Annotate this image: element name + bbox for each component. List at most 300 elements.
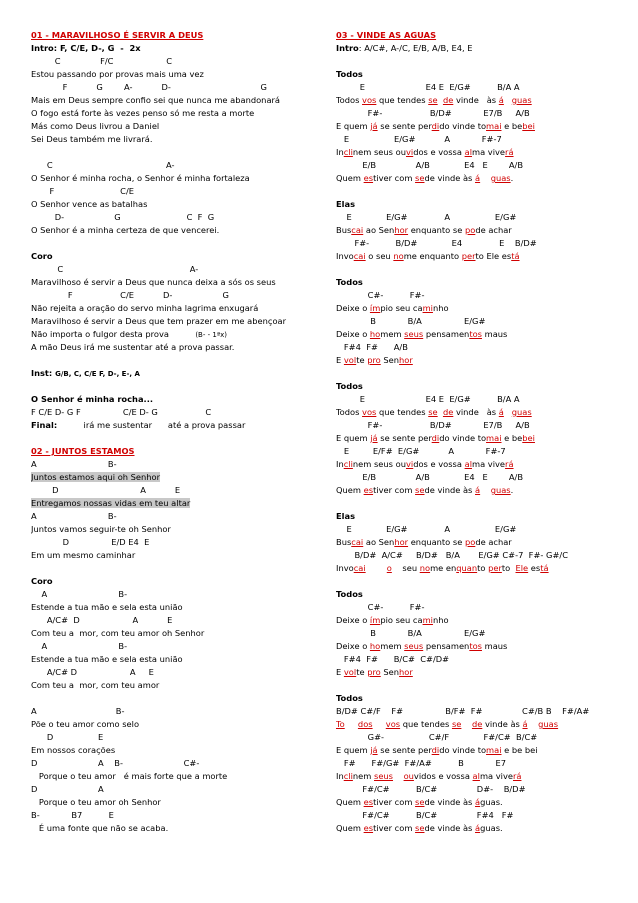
chord-line <box>336 523 628 536</box>
emphasized-syllable: po <box>464 537 476 547</box>
text-segment: . <box>510 173 514 183</box>
lyric-line <box>31 198 323 211</box>
text-segment: B- B7 E <box>31 810 114 820</box>
text-segment: Sen <box>380 667 400 677</box>
lyric-line <box>31 94 323 107</box>
emphasized-syllable: á <box>498 407 504 417</box>
blank-line <box>31 692 323 705</box>
text-segment: F C/E D- G F C/E D- G C <box>31 407 212 417</box>
blank-line <box>31 562 323 575</box>
emphasized-syllable: á <box>475 173 481 183</box>
text-segment: D- G C F G <box>31 212 215 222</box>
text-segment: Invo <box>336 251 354 261</box>
text-segment: Todos <box>336 69 363 79</box>
text-segment: tiver com <box>373 485 416 495</box>
lyric-line <box>336 484 628 497</box>
lyric-line <box>31 419 323 432</box>
emphasized-syllable: o <box>386 563 392 573</box>
emphasized-syllable: ím <box>369 615 381 625</box>
text-segment: D E/D E4 E <box>31 537 150 547</box>
text-segment: Estende a tua mão e sela esta união <box>31 654 183 664</box>
text-segment: Em um mesmo caminhar <box>31 550 136 560</box>
text-segment: guas. <box>480 823 503 833</box>
chord-line <box>336 341 628 354</box>
emphasized-syllable: mai <box>486 745 502 755</box>
emphasized-syllable: se <box>428 95 438 105</box>
text-segment: nho <box>432 303 449 313</box>
chord-line <box>31 705 323 718</box>
text-segment: pensamen <box>423 329 470 339</box>
chord-line <box>336 211 628 224</box>
text-segment: A mão Deus irá me sustentar até a prova passar. <box>31 342 235 352</box>
text-segment: Elas <box>336 199 356 209</box>
text-segment <box>504 95 512 105</box>
text-segment: de vinde às <box>424 173 476 183</box>
emphasized-syllable: se <box>451 719 462 729</box>
lyric-line <box>31 718 323 731</box>
chord-line <box>336 419 628 432</box>
chord-line <box>336 757 628 770</box>
text-segment: Porque o teu amor oh Senhor <box>31 797 161 807</box>
text-segment: E <box>336 355 344 365</box>
lyric-line <box>31 796 323 809</box>
lyric-line <box>31 302 323 315</box>
text-segment: O Senhor é a minha certeza de que vencerei. <box>31 225 220 235</box>
emphasized-syllable: hor <box>394 225 409 235</box>
lyric-line <box>31 172 323 185</box>
emphasized-syllable: cli <box>343 771 353 781</box>
emphasized-syllable: seus <box>404 641 424 651</box>
emphasized-syllable: se <box>415 173 425 183</box>
text-segment: C F/C C <box>31 56 172 66</box>
lyric-line <box>336 458 628 471</box>
text-segment: tiver com <box>373 797 416 807</box>
text-segment: pio seu ca <box>380 303 423 313</box>
emphasized-syllable: dos <box>357 719 373 729</box>
text-segment: E/B A/B E4 E A/B <box>336 472 524 482</box>
text-segment: Deixe o <box>336 641 370 651</box>
text-segment: Entregamos nossas vidas em teu altar <box>31 498 191 508</box>
text-segment: tiver com <box>373 173 416 183</box>
emphasized-syllable: vos <box>385 719 401 729</box>
lyric-line <box>31 523 323 536</box>
lyric-line <box>336 328 628 341</box>
text-segment: ao Sen <box>363 225 395 235</box>
chord-line <box>31 783 323 796</box>
emphasized-syllable: ho <box>369 641 381 651</box>
lyric-line <box>31 510 323 523</box>
lyric-line <box>336 822 628 835</box>
lyric-line <box>31 627 323 640</box>
emphasized-syllable: guas <box>511 407 532 417</box>
emphasized-syllable: rá <box>512 771 522 781</box>
lyric-line <box>336 744 628 757</box>
text-segment: Deixe o <box>336 303 370 313</box>
bold-line <box>31 367 323 380</box>
text-segment: que tendes <box>376 407 429 417</box>
emphasized-syllable: cai <box>353 563 366 573</box>
text-segment: E E4 E E/G# B/A A <box>336 82 520 92</box>
emphasized-syllable: á <box>475 823 481 833</box>
text-segment: C#- F#- <box>336 602 425 612</box>
lyric-line <box>336 796 628 809</box>
lyric-line <box>31 107 323 120</box>
text-segment: F#/C# B/C# F#4 F# <box>336 810 514 820</box>
text-segment <box>366 563 387 573</box>
emphasized-syllable: vos <box>362 95 377 105</box>
emphasized-syllable: rá <box>505 459 514 469</box>
emphasized-syllable: já <box>370 745 378 755</box>
lyric-line <box>31 458 323 471</box>
blank-line <box>336 679 628 692</box>
lyric-line <box>336 172 628 185</box>
text-segment: Bus <box>336 537 352 547</box>
text-segment: F C/E D- G <box>31 290 229 300</box>
lyric-line <box>31 328 323 341</box>
chord-line <box>336 705 628 718</box>
text-segment: 02 - JUNTOS ESTAMOS <box>31 446 135 456</box>
emphasized-syllable: bei <box>522 121 535 131</box>
bold-line <box>336 588 628 601</box>
emphasized-syllable: á <box>475 797 481 807</box>
lyric-line <box>336 432 628 445</box>
blank-line <box>31 354 323 367</box>
chord-line <box>31 640 323 653</box>
text-segment: Sen <box>380 355 400 365</box>
right-column <box>336 29 628 835</box>
text-segment: mem <box>380 329 405 339</box>
text-segment: Com teu a mor, com teu amor <box>31 680 160 690</box>
text-segment: E E4 E E/G# B/A A <box>336 394 520 404</box>
emphasized-syllable: guas <box>490 485 511 495</box>
text-segment: ma vive <box>479 771 513 781</box>
emphasized-syllable: cai <box>351 537 364 547</box>
text-segment: Deixe o <box>336 615 370 625</box>
lyric-line <box>336 770 628 783</box>
text-segment: nem <box>352 771 374 781</box>
text-segment: de vinde às <box>424 485 476 495</box>
bold-line <box>31 575 323 588</box>
chord-line <box>336 107 628 120</box>
blank-line <box>31 237 323 250</box>
bold-line <box>31 250 323 263</box>
text-segment: Não importa o fulgor desta prova <box>31 329 196 339</box>
emphasized-syllable: ím <box>369 303 381 313</box>
text-segment: pio seu ca <box>380 615 423 625</box>
text-segment: E quem <box>336 433 371 443</box>
text-segment: de achar <box>475 225 512 235</box>
emphasized-syllable: bei <box>522 433 535 443</box>
text-segment: E/B A/B E4 E A/B <box>336 160 524 170</box>
chord-line <box>336 731 628 744</box>
text-segment <box>480 173 491 183</box>
emphasized-syllable: no <box>419 563 431 573</box>
emphasized-syllable: mai <box>486 121 502 131</box>
bold-line <box>31 42 323 55</box>
text-segment: te <box>356 667 368 677</box>
lyric-line <box>31 679 323 692</box>
emphasized-syllable: á <box>475 485 481 495</box>
text-segment: Intro: F, C/E, D-, G - 2x <box>31 43 141 53</box>
lyric-line <box>336 250 628 263</box>
lyric-line <box>336 224 628 237</box>
text-segment: D A B- C#- <box>31 758 200 768</box>
emphasized-syllable: tos <box>469 641 482 651</box>
text-segment <box>528 719 539 729</box>
text-segment: F C/E <box>31 186 134 196</box>
text-segment: In <box>336 771 344 781</box>
chord-line <box>31 484 323 497</box>
text-segment: me en <box>430 563 457 573</box>
text-segment: Quem <box>336 173 364 183</box>
blank-line <box>336 575 628 588</box>
text-segment: G#- C#/F F#/C# B/C# <box>336 732 538 742</box>
text-segment: F#- B/D# E7/B A/B <box>336 420 530 430</box>
text-segment: Todos <box>336 693 363 703</box>
text-segment: tiver com <box>373 823 416 833</box>
text-segment: Maravilhoso é servir a Deus que nunca deixa a sós os seus <box>31 277 276 287</box>
text-segment: Coro <box>31 576 53 586</box>
bold-line <box>336 510 628 523</box>
text-segment: Todos <box>336 95 363 105</box>
text-segment: (B- - 1ªx) <box>195 331 227 339</box>
text-segment: A B- <box>31 459 117 469</box>
text-segment: ma vive <box>472 459 506 469</box>
emphasized-syllable: á <box>498 95 504 105</box>
text-segment: do vinde to <box>439 121 487 131</box>
lyric-line <box>336 536 628 549</box>
text-segment: me enquanto <box>403 251 462 261</box>
text-segment: In <box>336 459 344 469</box>
text-segment: se sente per <box>377 121 432 131</box>
emphasized-syllable: di <box>431 745 440 755</box>
text-segment: Inst: <box>31 368 56 378</box>
chord-line <box>336 471 628 484</box>
lyric-line <box>336 406 628 419</box>
text-segment <box>393 771 404 781</box>
chord-line <box>31 809 323 822</box>
text-segment: E quem <box>336 745 371 755</box>
text-segment: que tendes <box>400 719 452 729</box>
blank-line <box>336 55 628 68</box>
chord-line <box>31 757 323 770</box>
chord-line <box>31 55 323 68</box>
text-segment: B B/A E/G# <box>336 628 486 638</box>
text-segment: A B- <box>31 641 128 651</box>
text-segment: pensamen <box>423 641 470 651</box>
text-segment: Em nossos corações <box>31 745 116 755</box>
emphasized-syllable: já <box>370 433 378 443</box>
emphasized-syllable: vol <box>343 355 357 365</box>
text-segment: O Senhor é minha rocha... <box>31 394 154 404</box>
bold-line <box>31 393 323 406</box>
emphasized-syllable: tos <box>469 329 482 339</box>
text-segment: te <box>356 355 368 365</box>
emphasized-syllable: hor <box>399 355 413 365</box>
emphasized-syllable: vi <box>405 147 414 157</box>
text-segment: dos e vossa <box>413 459 465 469</box>
text-segment: O Senhor vence as batalhas <box>31 199 148 209</box>
blank-line <box>336 497 628 510</box>
text-segment: C A- <box>31 264 199 274</box>
text-segment: O Senhor é minha rocha, o Senhor é minha fortaleza <box>31 173 250 183</box>
emphasized-syllable: per <box>488 563 502 573</box>
text-segment: to <box>477 563 489 573</box>
chord-line <box>336 237 628 250</box>
text-segment <box>373 719 386 729</box>
blank-line <box>31 380 323 393</box>
text-segment: A B- <box>31 511 117 521</box>
bold-line <box>336 692 628 705</box>
lyric-line <box>336 718 628 731</box>
text-segment: É uma fonte que não se acaba. <box>31 823 169 833</box>
emphasized-syllable: se <box>415 823 425 833</box>
text-segment: to Ele es <box>475 251 512 261</box>
text-segment: B B/A E/G# <box>336 316 486 326</box>
chord-line <box>336 393 628 406</box>
emphasized-syllable: guas <box>511 95 532 105</box>
text-segment: irá me sustentar até a prova passar <box>57 420 246 430</box>
text-segment: o seu <box>365 251 394 261</box>
chord-line <box>31 81 323 94</box>
emphasized-syllable: es <box>363 173 374 183</box>
chord-line <box>336 81 628 94</box>
text-segment: C#- F#- <box>336 290 425 300</box>
text-segment: E E/G# A E/G# <box>336 212 517 222</box>
text-segment: Todos <box>336 381 363 391</box>
text-segment: se sente per <box>377 433 432 443</box>
text-segment: maus <box>481 329 508 339</box>
emphasized-syllable: pro <box>367 667 381 677</box>
emphasized-syllable: es <box>363 823 374 833</box>
text-segment: Quem <box>336 823 364 833</box>
section-heading <box>336 29 628 42</box>
lyric-line <box>31 770 323 783</box>
emphasized-syllable: Ele <box>515 563 529 573</box>
text-segment: D E <box>31 732 104 742</box>
text-segment: E <box>336 667 344 677</box>
text-segment: F# F#/G# F#/A# B E7 <box>336 758 507 768</box>
lyric-line <box>31 549 323 562</box>
text-segment: D A E <box>31 485 181 495</box>
text-segment: D A <box>31 784 104 794</box>
emphasized-syllable: cai <box>351 225 364 235</box>
chord-line <box>336 315 628 328</box>
blank-line <box>31 432 323 445</box>
text-segment: Mais em Deus sempre confio sei que nunca me abandonará <box>31 95 281 105</box>
text-segment: F#4 F# A/B <box>336 342 408 352</box>
chord-line <box>31 185 323 198</box>
highlighted-lyric-line <box>31 471 323 484</box>
text-segment: Sei Deus também me livrará. <box>31 134 153 144</box>
blank-line <box>336 367 628 380</box>
emphasized-syllable: rá <box>505 147 514 157</box>
emphasized-syllable: al <box>472 771 480 781</box>
text-segment: F#- B/D# E7/B A/B <box>336 108 530 118</box>
text-segment: In <box>336 147 344 157</box>
text-segment: Juntos estamos aqui oh Senhor <box>31 472 161 482</box>
emphasized-syllable: ho <box>369 329 381 339</box>
chord-line <box>336 809 628 822</box>
emphasized-syllable: To <box>336 719 345 729</box>
lyric-line <box>336 354 628 367</box>
text-segment <box>345 719 358 729</box>
text-segment: vinde às <box>482 719 523 729</box>
lyric-line <box>31 133 323 146</box>
text-segment: Más como Deus livrou a Daniel <box>31 121 160 131</box>
emphasized-syllable: se <box>428 407 438 417</box>
text-segment: E E/G# A E/G# <box>336 524 517 534</box>
text-segment: B/D# A/C# B/D# B/A E/G# C#-7 F#- G#/C <box>336 550 569 560</box>
text-segment: E E/F# E/G# A F#-7 <box>336 446 506 456</box>
chord-line <box>31 588 323 601</box>
blank-line <box>336 263 628 276</box>
left-column <box>31 29 323 835</box>
text-segment: Porque o teu amor é mais forte que a morte <box>31 771 228 781</box>
emphasized-syllable: hor <box>394 537 409 547</box>
highlighted-lyric-line <box>31 497 323 510</box>
text-segment: Deixe o <box>336 329 370 339</box>
lyric-line <box>336 666 628 679</box>
emphasized-syllable: de <box>471 719 483 729</box>
emphasized-syllable: pro <box>367 355 381 365</box>
text-segment: O fogo está forte às vezes penso só me resta a morte <box>31 108 255 118</box>
lyric-line <box>31 653 323 666</box>
text-segment: enquanto se <box>408 225 465 235</box>
text-segment: G/B, C, C/E F, D-, E-, A <box>55 370 140 378</box>
emphasized-syllable: vol <box>343 667 357 677</box>
chord-line <box>336 601 628 614</box>
text-segment: 01 - MARAVILHOSO É SERVIR A DEUS <box>31 30 204 40</box>
text-segment: Não rejeita a oração do servo minha lagrima enxugará <box>31 303 259 313</box>
emphasized-syllable: vos <box>362 407 377 417</box>
chord-line <box>31 263 323 276</box>
emphasized-syllable: seus <box>374 771 394 781</box>
text-segment: guas. <box>480 797 503 807</box>
chord-line <box>31 731 323 744</box>
lyric-line <box>31 120 323 133</box>
text-segment: F#- B/D# E4 E B/D# <box>336 238 537 248</box>
emphasized-syllable: á <box>522 719 528 729</box>
blank-line <box>31 146 323 159</box>
text-segment: se sente per <box>377 745 432 755</box>
lyric-line <box>336 614 628 627</box>
section-heading <box>31 445 323 458</box>
text-segment: Juntos vamos seguir-te oh Senhor <box>31 524 171 534</box>
emphasized-syllable: es <box>363 797 374 807</box>
text-segment: ao Sen <box>363 537 395 547</box>
emphasized-syllable: guas <box>538 719 559 729</box>
emphasized-syllable: já <box>370 121 378 131</box>
text-segment: que tendes <box>376 95 429 105</box>
bold-line <box>336 68 628 81</box>
text-segment: de vinde às <box>424 797 476 807</box>
lyric-line <box>336 42 628 55</box>
emphasized-syllable: seus <box>404 329 424 339</box>
lyric-line <box>336 94 628 107</box>
text-segment: de achar <box>475 537 512 547</box>
emphasized-syllable: de <box>442 95 454 105</box>
text-segment: Quem <box>336 485 364 495</box>
text-segment: vinde às <box>453 95 499 105</box>
chord-line <box>336 549 628 562</box>
text-segment: e be <box>501 433 523 443</box>
text-segment: Põe o teu amor como selo <box>31 719 140 729</box>
text-segment: enquanto se <box>408 537 465 547</box>
text-segment: e be bei <box>501 745 538 755</box>
emphasized-syllable: ou <box>403 771 414 781</box>
chord-line <box>31 614 323 627</box>
